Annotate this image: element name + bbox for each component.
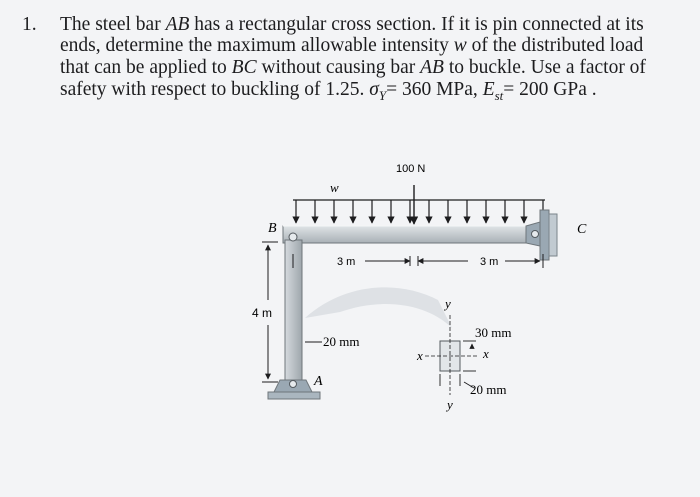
axis-x-left: x xyxy=(417,348,423,363)
section-depth-label: 30 mm xyxy=(475,325,512,340)
pin-b xyxy=(289,233,297,241)
statement-text: ends, determine the maximum allowable intensity xyxy=(60,35,454,56)
support-c xyxy=(526,210,557,260)
axis-y-bottom: y xyxy=(447,397,453,412)
problem-number: 1. xyxy=(22,14,37,35)
section-width-bottom-label: 20 mm xyxy=(470,382,507,397)
statement-text: = 360 MPa, xyxy=(386,79,483,100)
point-load-label: 100 N xyxy=(396,163,426,175)
section-width-label: 20 mm xyxy=(323,334,360,349)
axis-x-right: x xyxy=(483,346,489,361)
statement-text: of the distributed load xyxy=(466,35,644,56)
statement-symbol: σ xyxy=(369,79,379,100)
span-right-label: 3 m xyxy=(480,256,499,268)
label-b: B xyxy=(268,221,277,236)
statement-text: that can be applied to xyxy=(60,57,232,78)
statement-text: without causing bar xyxy=(256,57,421,78)
statement-text: = 200 GPa . xyxy=(503,79,597,100)
statement-text: to buckle. Use a factor of xyxy=(443,57,646,78)
label-c: C xyxy=(577,222,587,237)
beam-bc xyxy=(283,226,538,243)
statement-text: has a rectangular cross section. If it is pin connected at its xyxy=(189,14,644,35)
support-a xyxy=(268,380,320,399)
axis-y-top: y xyxy=(445,296,451,311)
label-a: A xyxy=(314,374,323,389)
statement-symbol: E xyxy=(482,79,495,100)
statement-text: The steel bar xyxy=(60,14,166,35)
statement-symbol: BC xyxy=(231,57,257,78)
height-label: 4 m xyxy=(252,306,273,320)
span-dimensions xyxy=(293,254,543,268)
statement-subscript: Y xyxy=(378,87,387,103)
statement-symbol: w xyxy=(453,35,467,56)
statement-subscript: st xyxy=(494,87,504,103)
statement-text: safety with respect to buckling of 1.25. xyxy=(60,79,370,100)
load-arrows xyxy=(296,200,543,223)
span-left-label: 3 m xyxy=(337,256,356,268)
statement-symbol: AB xyxy=(420,57,444,78)
dist-load-label: w xyxy=(330,180,339,195)
section-callout xyxy=(305,287,452,328)
statement-symbol: AB xyxy=(165,14,190,35)
